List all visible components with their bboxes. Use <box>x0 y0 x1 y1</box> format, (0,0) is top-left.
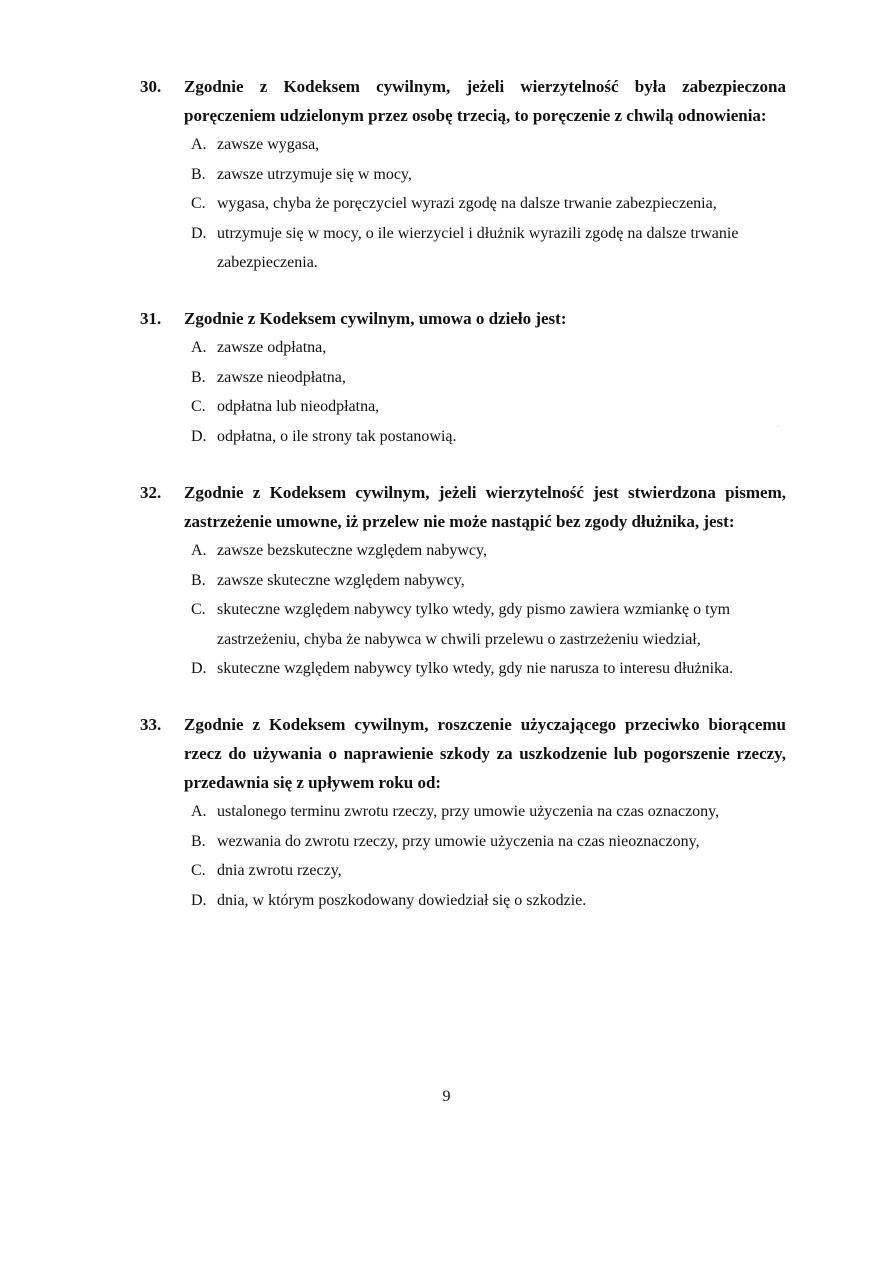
question-number: 30. <box>140 77 162 96</box>
answer-letter: B. <box>191 832 206 850</box>
answer-text: wygasa, chyba że poręczyciel wyrazi zgodę na dalsze trwanie zabezpieczenia, <box>217 195 717 212</box>
page-number: 9 <box>442 1088 451 1105</box>
answer-letter: A. <box>191 803 207 820</box>
question-header <box>140 478 786 536</box>
answer-text: dnia, w którym poszkodowany dowiedział się o szkodzie. <box>217 891 587 909</box>
answer-letter: A. <box>191 542 207 559</box>
answer-text: zawsze utrzymuje się w mocy, <box>217 165 412 183</box>
answer-letter: C. <box>191 601 206 618</box>
answer-letter: B. <box>191 165 206 183</box>
answer-letter: D. <box>191 891 207 909</box>
answer-option-b <box>140 566 786 596</box>
answer-list <box>140 536 786 684</box>
answer-text: wezwania do zwrotu rzeczy, przy umowie użyczenia na czas nieoznaczony, <box>217 832 700 850</box>
question-33 <box>140 710 786 915</box>
answer-text: skuteczne względem nabywcy tylko wtedy, gdy nie narusza to interesu dłużnika. <box>217 660 734 677</box>
question-32 <box>140 478 786 684</box>
answer-text: zawsze odpłatna, <box>217 339 327 356</box>
scan-speck <box>778 426 779 427</box>
answer-option-c <box>140 392 786 422</box>
answer-letter: D. <box>191 427 207 445</box>
question-number: 31. <box>140 309 162 328</box>
answer-text: zawsze bezskuteczne względem nabywcy, <box>217 542 487 559</box>
answer-text: utrzymuje się w mocy, o ile wierzyciel i dłużnik wyrazili zgodę na dalsze trwanie zabezpieczenia. <box>217 224 739 271</box>
answer-option-d <box>140 886 786 916</box>
answer-list <box>140 130 786 278</box>
answer-letter: C. <box>191 862 206 879</box>
answer-letter: D. <box>191 224 207 242</box>
question-text: Zgodnie z Kodeksem cywilnym, umowa o dzieło jest: <box>184 309 567 328</box>
answer-text: dnia zwrotu rzeczy, <box>217 862 342 879</box>
answer-text: odpłatna lub nieodpłatna, <box>217 398 380 415</box>
question-text: Zgodnie z Kodeksem cywilnym, roszczenie użyczającego przeciwko biorącemu rzecz do używania o naprawienie szkody za uszkodzenie lub pogorszenie rzeczy, przedawnia się z upływem roku od: <box>184 715 786 792</box>
answer-option-c <box>140 595 786 654</box>
question-text: Zgodnie z Kodeksem cywilnym, jeżeli wierzytelność była zabezpieczona poręczeniem udzielonym przez osobę trzecią, to poręczenie z chwilą odnowienia: <box>184 77 786 125</box>
answer-option-b <box>140 827 786 857</box>
question-header <box>140 304 786 333</box>
answer-text: zawsze nieodpłatna, <box>217 368 346 386</box>
question-header <box>140 72 786 130</box>
question-text: Zgodnie z Kodeksem cywilnym, jeżeli wierzytelność jest stwierdzona pismem, zastrzeżenie umowne, iż przelew nie może nastąpić bez zgody dłużnika, jest: <box>184 483 786 531</box>
answer-option-b <box>140 363 786 393</box>
answer-letter: A. <box>191 136 207 153</box>
question-30 <box>140 72 786 278</box>
answer-option-a <box>140 333 786 363</box>
question-number: 32. <box>140 483 162 502</box>
answer-option-c <box>140 189 786 219</box>
answer-letter: B. <box>191 571 206 589</box>
answer-option-d <box>140 654 786 684</box>
answer-option-d <box>140 219 786 278</box>
answer-option-a <box>140 130 786 160</box>
answer-letter: D. <box>191 660 207 677</box>
question-31 <box>140 304 786 451</box>
answer-option-a <box>140 536 786 566</box>
answer-letter: B. <box>191 368 206 386</box>
answer-option-a <box>140 797 786 827</box>
answer-text: zawsze skuteczne względem nabywcy, <box>217 571 465 589</box>
answer-letter: A. <box>191 339 207 356</box>
answer-list <box>140 333 786 451</box>
answer-option-c <box>140 856 786 886</box>
answer-option-b <box>140 160 786 190</box>
question-number: 33. <box>140 715 162 734</box>
answer-letter: C. <box>191 195 206 212</box>
answer-option-d <box>140 422 786 452</box>
answer-list <box>140 797 786 915</box>
answer-text: ustalonego terminu zwrotu rzeczy, przy umowie użyczenia na czas oznaczony, <box>217 803 720 820</box>
answer-text: odpłatna, o ile strony tak postanowią. <box>217 427 457 445</box>
answer-text: skuteczne względem nabywcy tylko wtedy, gdy pismo zawiera wzmiankę o tym zastrzeżeniu, chyba że nabywca w chwili przelewu o zastrzeżeniu wiedział, <box>217 601 731 648</box>
answer-letter: C. <box>191 398 206 415</box>
answer-text: zawsze wygasa, <box>217 136 320 153</box>
question-header <box>140 710 786 797</box>
